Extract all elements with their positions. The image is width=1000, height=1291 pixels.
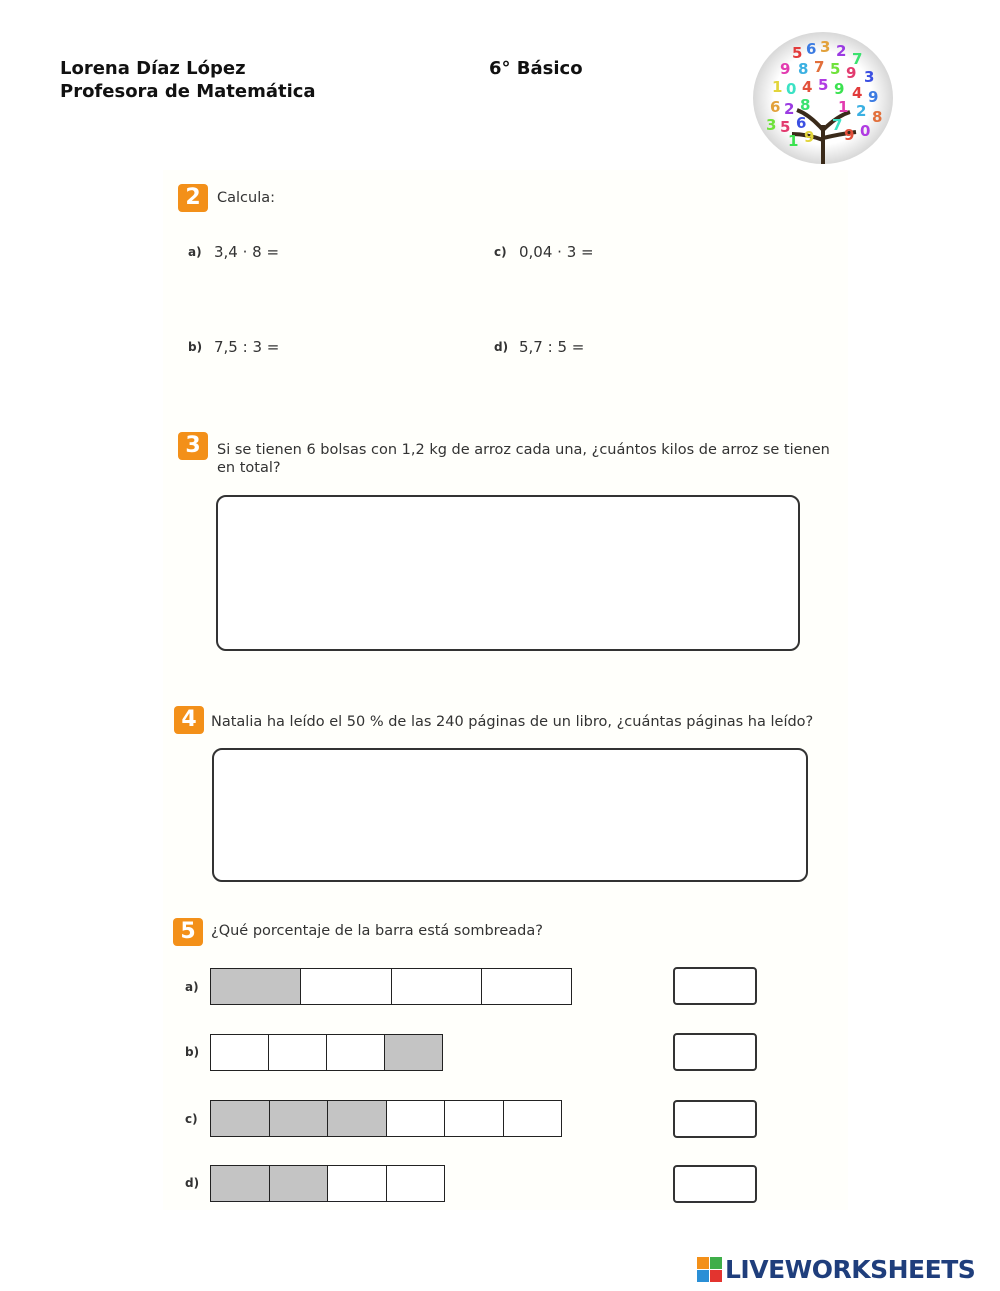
svg-text:3: 3 — [766, 116, 777, 134]
bar-cell-shaded — [211, 1166, 270, 1201]
bar-cell-shaded — [385, 1035, 442, 1070]
q2-item-d-label: d) — [494, 340, 509, 354]
svg-text:5: 5 — [830, 60, 841, 78]
bar-cell — [504, 1101, 562, 1136]
question-2-title: Calcula: — [217, 190, 275, 206]
svg-text:1: 1 — [772, 78, 783, 96]
bar-a — [210, 968, 572, 1005]
q5-item-c-label: c) — [185, 1112, 198, 1126]
svg-text:6: 6 — [796, 114, 807, 132]
svg-text:7: 7 — [852, 50, 863, 68]
bar-cell — [482, 969, 571, 1004]
question-3-number: 3 — [178, 432, 208, 460]
q5-answer-c[interactable] — [673, 1100, 757, 1138]
question-4-number: 4 — [174, 706, 204, 734]
svg-text:2: 2 — [836, 42, 847, 60]
svg-text:7: 7 — [832, 116, 843, 134]
svg-text:2: 2 — [856, 102, 867, 120]
q5-answer-b[interactable] — [673, 1033, 757, 1071]
svg-text:2: 2 — [784, 100, 795, 118]
svg-text:9: 9 — [834, 80, 845, 98]
q2-item-c-expression: 0,04 · 3 = — [519, 243, 594, 261]
svg-text:6: 6 — [770, 98, 781, 116]
svg-text:1: 1 — [838, 98, 849, 116]
svg-text:1: 1 — [788, 132, 799, 150]
bar-cell — [387, 1101, 446, 1136]
bar-cell-shaded — [328, 1101, 387, 1136]
bar-cell — [392, 969, 482, 1004]
bar-cell-shaded — [211, 969, 301, 1004]
svg-text:8: 8 — [800, 96, 811, 114]
q5-answer-d[interactable] — [673, 1165, 757, 1203]
q5-answer-a[interactable] — [673, 967, 757, 1005]
question-3-text-line2: en total? — [217, 460, 281, 476]
teacher-role: Profesora de Matemática — [60, 81, 316, 102]
svg-text:9: 9 — [868, 88, 879, 106]
bar-cell — [269, 1035, 327, 1070]
svg-text:8: 8 — [872, 108, 883, 126]
bar-cell — [301, 969, 391, 1004]
liveworksheets-logo — [697, 1255, 975, 1284]
bar-cell-shaded — [270, 1166, 329, 1201]
question-5-number: 5 — [173, 918, 203, 946]
question-2-number: 2 — [178, 184, 208, 212]
svg-text:7: 7 — [814, 58, 825, 76]
q5-item-d-label: d) — [185, 1176, 200, 1190]
grade-label: 6° Básico — [489, 58, 583, 79]
svg-text:8: 8 — [798, 60, 809, 78]
question-4-answer-box[interactable] — [212, 748, 808, 882]
q5-item-a-label: a) — [185, 980, 199, 994]
q2-item-a-label: a) — [188, 245, 202, 259]
liveworksheets-icon — [697, 1257, 722, 1282]
footer-brand: LIVEWORKSHEETS — [725, 1255, 976, 1284]
question-5-text: ¿Qué porcentaje de la barra está sombreada? — [211, 923, 543, 939]
bar-cell — [445, 1101, 504, 1136]
bar-cell — [211, 1035, 269, 1070]
svg-text:3: 3 — [864, 68, 875, 86]
bar-cell-shaded — [211, 1101, 270, 1136]
svg-text:9: 9 — [846, 64, 857, 82]
svg-text:9: 9 — [780, 60, 791, 78]
svg-text:6: 6 — [806, 40, 817, 58]
q5-item-b-label: b) — [185, 1045, 200, 1059]
svg-text:0: 0 — [786, 80, 797, 98]
bar-cell — [387, 1166, 445, 1201]
q2-item-d-expression: 5,7 : 5 = — [519, 338, 585, 356]
question-3-text-line1: Si se tienen 6 bolsas con 1,2 kg de arroz cada una, ¿cuántos kilos de arroz se tienen — [217, 442, 830, 458]
svg-text:3: 3 — [820, 38, 831, 56]
bar-cell-shaded — [270, 1101, 329, 1136]
q2-item-b-expression: 7,5 : 3 = — [214, 338, 280, 356]
q2-item-a-expression: 3,4 · 8 = — [214, 243, 280, 261]
svg-text:9: 9 — [844, 126, 855, 144]
svg-text:4: 4 — [802, 78, 813, 96]
teacher-name: Lorena Díaz López — [60, 58, 246, 79]
svg-text:5: 5 — [792, 44, 803, 62]
svg-text:9: 9 — [804, 128, 815, 146]
svg-text:4: 4 — [852, 84, 863, 102]
bar-b — [210, 1034, 443, 1071]
number-tree-icon — [752, 30, 894, 166]
bar-cell — [328, 1166, 387, 1201]
svg-text:5: 5 — [818, 76, 829, 94]
bar-cell — [327, 1035, 385, 1070]
question-4-text: Natalia ha leído el 50 % de las 240 páginas de un libro, ¿cuántas páginas ha leído? — [211, 714, 814, 730]
q2-item-c-label: c) — [494, 245, 507, 259]
bar-d — [210, 1165, 445, 1202]
svg-text:5: 5 — [780, 118, 791, 136]
q2-item-b-label: b) — [188, 340, 203, 354]
bar-c — [210, 1100, 562, 1137]
question-3-answer-box[interactable] — [216, 495, 800, 651]
svg-text:0: 0 — [860, 122, 871, 140]
